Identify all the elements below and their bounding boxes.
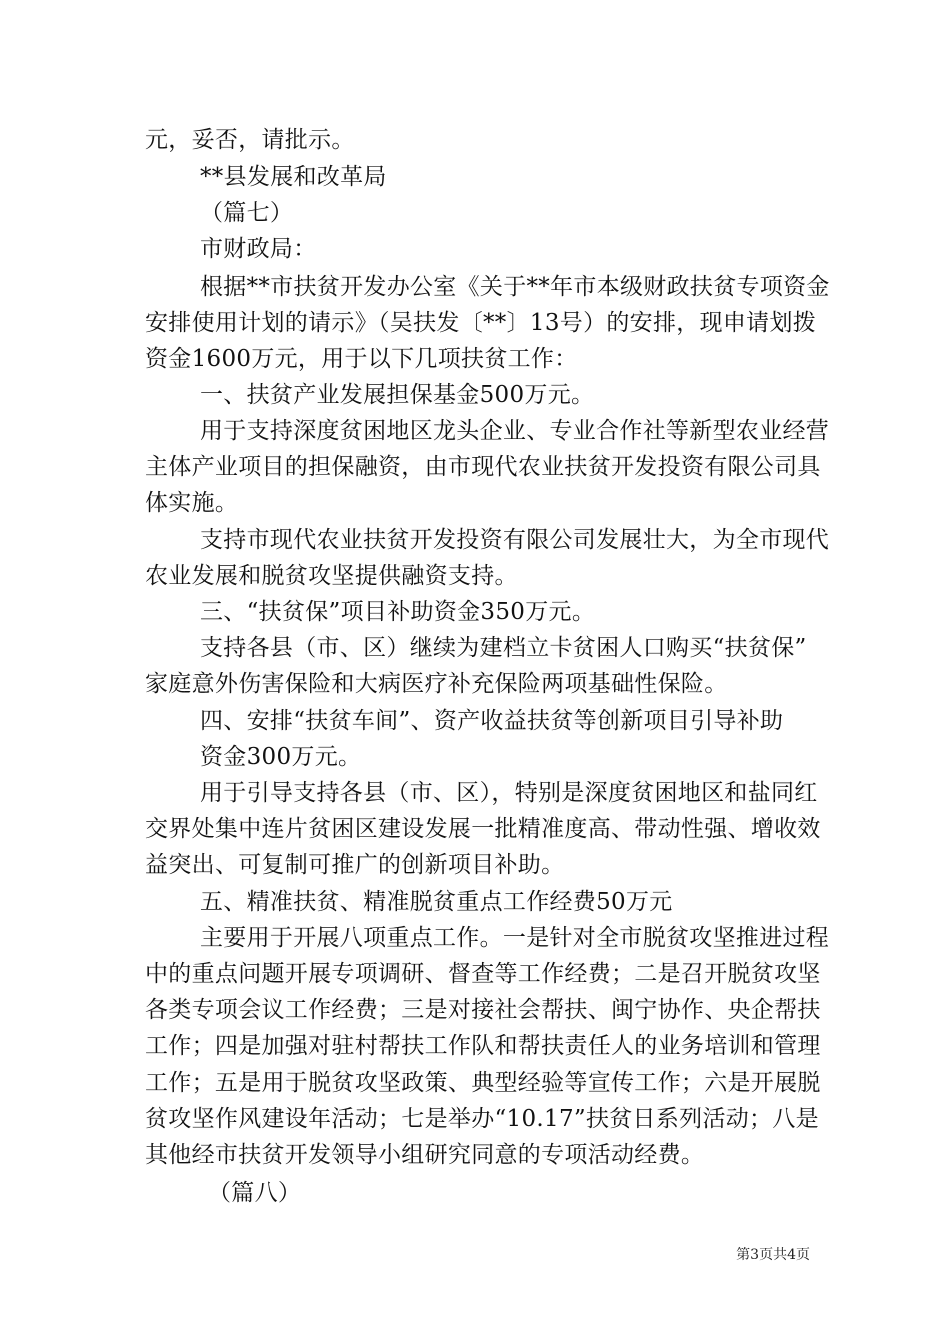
text-line: 根据**市扶贫开发办公室《关于**年市本级财政扶贫专项资金 xyxy=(200,274,830,300)
text-line: 交界处集中连片贫困区建设发展一批精准度高、带动性强、增收效 xyxy=(145,816,821,842)
text-line: 三、“扶贫保”项目补助资金350万元。 xyxy=(200,599,596,625)
text-line: 工作；五是用于脱贫攻坚政策、典型经验等宣传工作；六是开展脱 xyxy=(145,1070,821,1096)
text-line: 支持市现代农业扶贫开发投资有限公司发展壮大，为全市现代 xyxy=(200,527,830,553)
text-line: 资金1600万元，用于以下几项扶贫工作： xyxy=(145,346,578,372)
text-line: 家庭意外伤害保险和大病医疗补充保险两项基础性保险。 xyxy=(145,671,728,697)
text-line: 市财政局： xyxy=(200,236,317,262)
text-line: 农业发展和脱贫攻坚提供融资支持。 xyxy=(145,563,518,589)
text-line: 其他经市扶贫开发领导小组研究同意的专项活动经费。 xyxy=(145,1142,705,1168)
text-line: 主体产业项目的担保融资，由市现代农业扶贫开发投资有限公司具 xyxy=(145,454,821,480)
text-line: 四、安排“扶贫车间”、资产收益扶贫等创新项目引导补助 xyxy=(200,708,784,734)
text-line: 元，妥否，请批示。 xyxy=(145,127,355,153)
text-line: 安排使用计划的请示》（吴扶发〔**〕13号）的安排，现申请划拨 xyxy=(145,310,817,336)
text-line: 工作；四是加强对驻村帮扶工作队和帮扶责任人的业务培训和管理 xyxy=(145,1033,821,1059)
text-line: 资金300万元。 xyxy=(200,744,362,770)
text-line: 体实施。 xyxy=(145,490,239,516)
text-line: 益突出、可复制可推广的创新项目补助。 xyxy=(145,852,565,878)
text-line: 支持各县（市、区）继续为建档立卡贫困人口购买“扶贫保” xyxy=(200,635,807,661)
section-heading: （篇八） xyxy=(208,1180,302,1206)
text-line: **县发展和改革局 xyxy=(200,164,387,190)
text-line: 中的重点问题开展专项调研、督查等工作经费；二是召开脱贫攻坚 xyxy=(145,961,821,987)
text-line: 用于支持深度贫困地区龙头企业、专业合作社等新型农业经营 xyxy=(200,418,830,444)
text-line: 五、精准扶贫、精准脱贫重点工作经费50万元 xyxy=(200,889,673,915)
section-heading: （篇七） xyxy=(200,200,294,226)
text-line: 各类专项会议工作经费；三是对接社会帮扶、闽宁协作、央企帮扶 xyxy=(145,997,821,1023)
text-line: 用于引导支持各县（市、区），特别是深度贫困地区和盐同红 xyxy=(200,780,818,806)
text-line: 一、扶贫产业发展担保基金500万元。 xyxy=(200,382,595,408)
page-number: 第3页共4页 xyxy=(736,1247,810,1263)
text-line: 贫攻坚作风建设年活动；七是举办“10.17”扶贫日系列活动；八是 xyxy=(145,1106,819,1132)
text-line: 主要用于开展八项重点工作。一是针对全市脱贫攻坚推进过程 xyxy=(200,925,830,951)
